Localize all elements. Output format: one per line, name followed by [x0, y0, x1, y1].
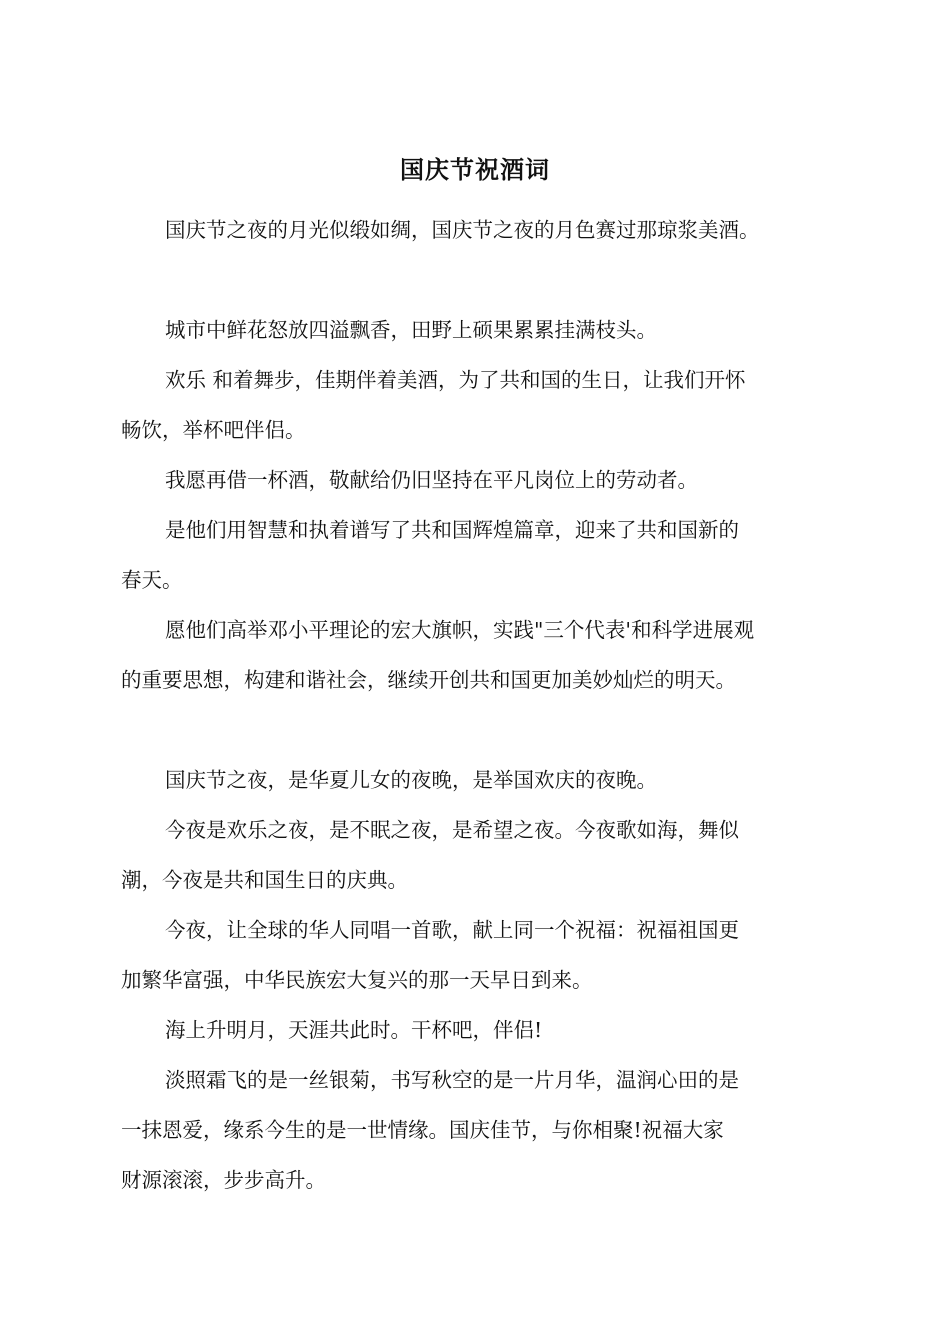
paragraph-line: 淡照霜飞的是一丝银菊，书写秋空的是一片月华，温润心田的是	[165, 1068, 739, 1092]
paragraph-gap	[143, 255, 813, 305]
paragraph	[143, 455, 813, 505]
paragraph-line: 是他们用智慧和执着谱写了共和国辉煌篇章，迎来了共和国新的	[165, 518, 739, 542]
paragraph-line: 欢乐 和着舞步，佳期伴着美酒，为了共和国的生日，让我们开怀	[165, 368, 746, 392]
paragraph-line: 春天。	[121, 568, 183, 592]
paragraph	[143, 755, 813, 805]
paragraph	[121, 355, 813, 455]
paragraph-line: 国庆节之夜，是华夏儿女的夜晚，是举国欢庆的夜晚。	[165, 768, 657, 792]
paragraph	[121, 505, 813, 605]
paragraph	[121, 805, 813, 905]
document-body	[121, 205, 813, 1205]
paragraph-line: 的重要思想，构建和谐社会，继续开创共和国更加美妙灿烂的明天。	[121, 668, 736, 692]
document-title: 国庆节祝酒词	[400, 155, 550, 184]
paragraph-line: 愿他们高举邓小平理论的宏大旗帜，实践"三个代表'和科学进展观	[165, 618, 755, 642]
paragraph-line: 一抹恩爱，缘系今生的是一世情缘。国庆佳节，与你相聚!祝福大家	[121, 1118, 724, 1142]
paragraph-line: 我愿再借一杯酒，敬献给仍旧坚持在平凡岗位上的劳动者。	[165, 468, 698, 492]
paragraph-line: 国庆节之夜的月光似缎如绸，国庆节之夜的月色赛过那琼浆美酒。	[165, 218, 760, 242]
paragraph-line: 城市中鲜花怒放四溢飘香，田野上硕果累累挂满枝头。	[165, 318, 657, 342]
paragraph	[143, 305, 813, 355]
paragraph	[121, 1055, 813, 1205]
paragraph-line: 加繁华富强，中华民族宏大复兴的那一天早日到来。	[121, 968, 593, 992]
paragraph-gap	[143, 705, 813, 755]
paragraph	[121, 905, 813, 1005]
paragraph-line: 海上升明月，天涯共此时。干杯吧，伴侣!	[165, 1018, 543, 1042]
paragraph	[143, 1005, 813, 1055]
paragraph-line: 潮，今夜是共和国生日的庆典。	[121, 868, 408, 892]
paragraph-line: 畅饮，举杯吧伴侣。	[121, 418, 306, 442]
paragraph	[143, 205, 813, 255]
paragraph-line: 财源滚滚，步步高升。	[121, 1168, 326, 1192]
paragraph	[121, 605, 813, 705]
paragraph-line: 今夜，让全球的华人同唱一首歌，献上同一个祝福：祝福祖国更	[165, 918, 739, 942]
paragraph-line: 今夜是欢乐之夜，是不眠之夜，是希望之夜。今夜歌如海，舞似	[165, 818, 739, 842]
